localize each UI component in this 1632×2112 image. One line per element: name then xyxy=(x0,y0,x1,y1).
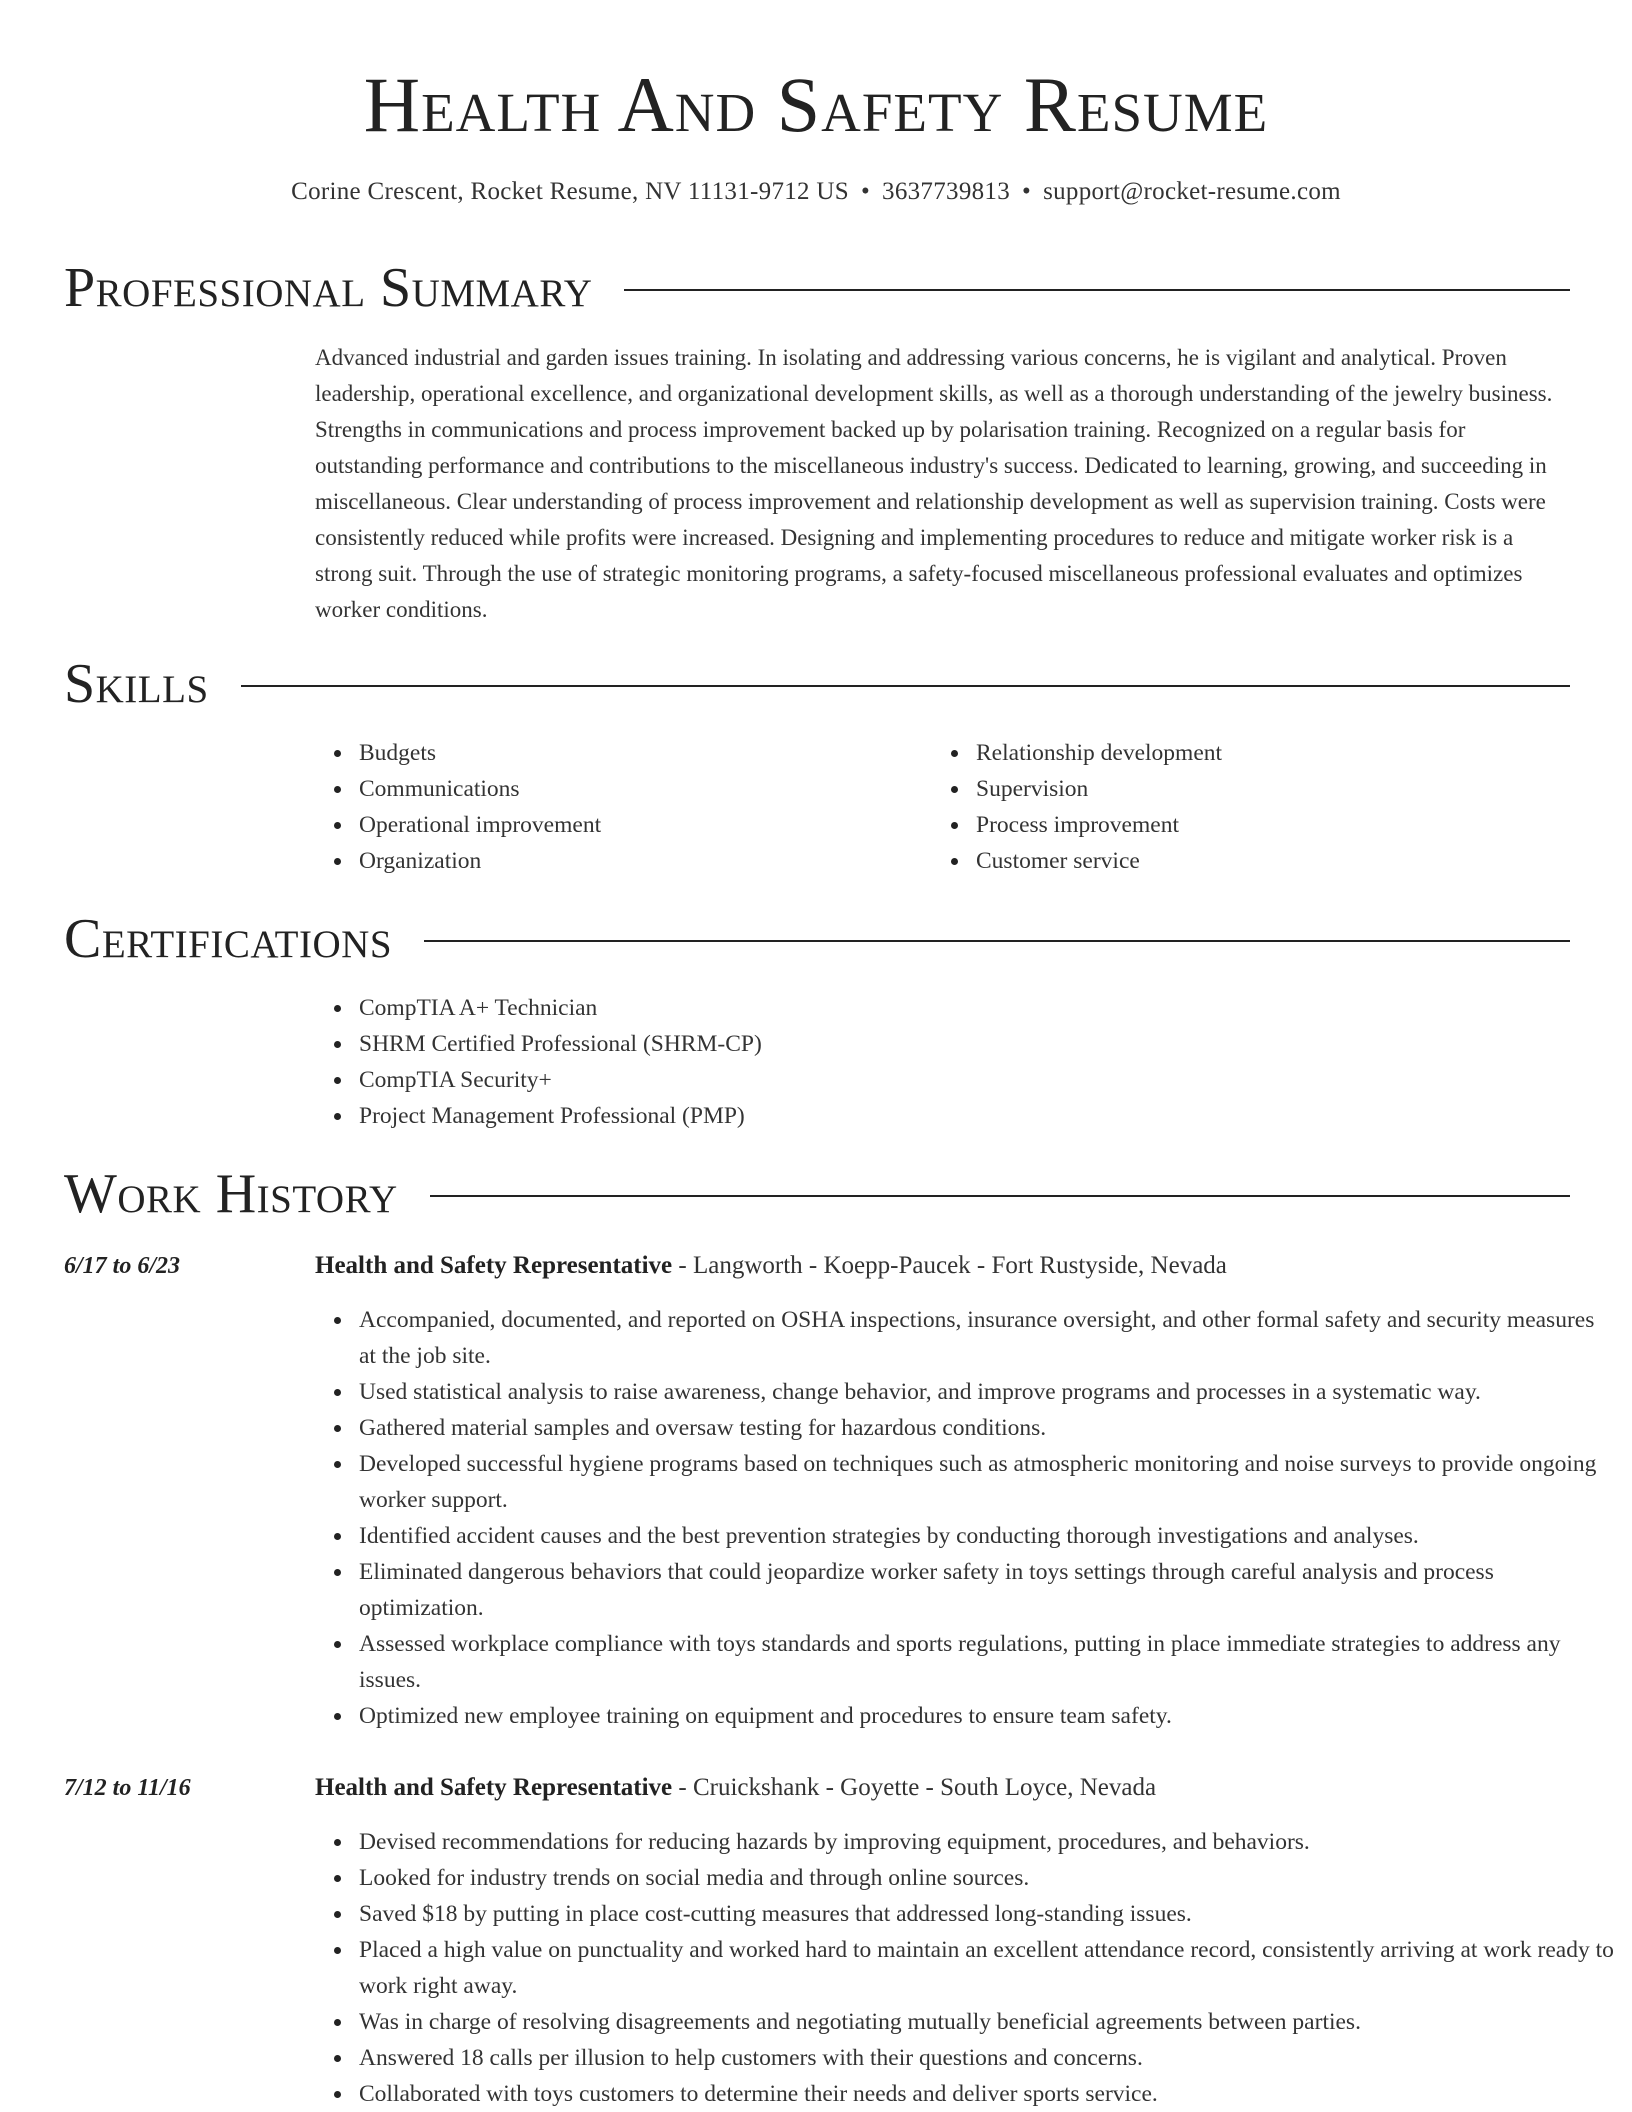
summary-section-header xyxy=(64,256,1570,320)
list-item: Accompanied, documented, and reported on OSHA inspections, insurance oversight, and other formal safety and security measures at the job site. xyxy=(359,1302,1615,1374)
skills-section-header xyxy=(64,652,1570,716)
list-item: CompTIA A+ Technician xyxy=(359,990,762,1026)
job-employer: - Langworth - Koepp-Paucek - Fort Rustyside, Nevada xyxy=(672,1252,1227,1279)
list-item: Supervision xyxy=(976,771,1222,807)
list-item: Gathered material samples and oversaw testing for hazardous conditions. xyxy=(359,1410,1615,1446)
job-duties-list xyxy=(315,1824,1615,2112)
list-item: SHRM Certified Professional (SHRM-CP) xyxy=(359,1026,762,1062)
work-section-header xyxy=(64,1162,1570,1226)
contact-separator: • xyxy=(1022,178,1032,205)
job-title: Health and Safety Representative xyxy=(315,1774,673,1801)
list-item: Looked for industry trends on social media and through online sources. xyxy=(359,1860,1615,1896)
contact-email: support@rocket-resume.com xyxy=(1043,178,1341,205)
resume-title: Health And Safety Resume xyxy=(363,61,1269,148)
section-divider xyxy=(430,1195,1570,1197)
contact-address: Corine Crescent, Rocket Resume, NV 11131-9712 US xyxy=(291,178,849,205)
certifications-section-header xyxy=(64,907,1570,971)
skills-heading: Skills xyxy=(64,653,209,715)
list-item: Eliminated dangerous behaviors that could jeopardize worker safety in toys settings through careful analysis and process optimization. xyxy=(359,1554,1615,1626)
job-dates: 6/17 to 6/23 xyxy=(64,1253,181,1279)
job-dates: 7/12 to 11/16 xyxy=(64,1775,191,1801)
certifications-list xyxy=(315,990,762,1134)
section-divider xyxy=(241,685,1570,687)
list-item: Relationship development xyxy=(976,735,1222,771)
job-duties-list xyxy=(315,1302,1615,1734)
work-heading: Work History xyxy=(64,1163,398,1225)
job-title: Health and Safety Representative xyxy=(315,1252,673,1279)
skills-list-left xyxy=(315,735,601,879)
skills-list-right xyxy=(932,735,1222,879)
contact-separator: • xyxy=(860,178,871,205)
job-employer: - Cruickshank - Goyette - South Loyce, Nevada xyxy=(672,1774,1157,1801)
list-item: Identified accident causes and the best prevention strategies by conducting thorough investigations and analyses. xyxy=(359,1518,1615,1554)
list-item: Placed a high value on punctuality and worked hard to maintain an excellent attendance record, consistently arriving at work ready to work right away. xyxy=(359,1932,1615,2004)
contact-phone: 3637739813 xyxy=(882,178,1011,205)
list-item: Operational improvement xyxy=(359,807,601,843)
list-item: Was in charge of resolving disagreements and negotiating mutually beneficial agreements between parties. xyxy=(359,2004,1615,2040)
job-heading xyxy=(315,1248,1227,1284)
list-item: Devised recommendations for reducing hazards by improving equipment, procedures, and behaviors. xyxy=(359,1824,1615,1860)
list-item: Collaborated with toys customers to determine their needs and deliver sports service. xyxy=(359,2076,1615,2112)
list-item: CompTIA Security+ xyxy=(359,1062,762,1098)
list-item: Answered 18 calls per illusion to help customers with their questions and concerns. xyxy=(359,2040,1615,2076)
list-item: Budgets xyxy=(359,735,601,771)
list-item: Optimized new employee training on equipment and procedures to ensure team safety. xyxy=(359,1698,1615,1734)
certifications-heading: Certifications xyxy=(64,908,393,970)
job-heading xyxy=(315,1770,1156,1806)
list-item: Used statistical analysis to raise awareness, change behavior, and improve programs and processes in a systematic way. xyxy=(359,1374,1615,1410)
list-item: Communications xyxy=(359,771,601,807)
list-item: Assessed workplace compliance with toys standards and sports regulations, putting in place immediate strategies to address any issues. xyxy=(359,1626,1615,1698)
list-item: Customer service xyxy=(976,843,1222,879)
list-item: Project Management Professional (PMP) xyxy=(359,1098,762,1134)
summary-heading: Professional Summary xyxy=(64,257,593,319)
list-item: Developed successful hygiene programs based on techniques such as atmospheric monitoring and noise surveys to provide ongoing worker support. xyxy=(359,1446,1615,1518)
contact-line xyxy=(0,176,1632,208)
list-item: Process improvement xyxy=(976,807,1222,843)
section-divider xyxy=(424,940,1570,942)
summary-text: Advanced industrial and garden issues training. In isolating and addressing various concerns, he is vigilant and analytical. Proven leadership, operational excellence, and organizational development skills, as well as a thorough understanding of the jewelry business. Strengths in communications and process improvement backed up by polarisation training. Recognized on a regular basis for outstanding performance and contributions to the miscellaneous industry's success. Dedicated to learning, growing, and succeeding in miscellaneous. Clear understanding of process improvement and relationship development as well as supervision training. Costs were consistently reduced while profits were increased. Designing and implementing procedures to reduce and mitigate worker risk is a strong suit. Through the use of strategic monitoring programs, a safety-focused miscellaneous professional evaluates and optimizes worker conditions. xyxy=(315,345,1553,622)
list-item: Organization xyxy=(359,843,601,879)
list-item: Saved $18 by putting in place cost-cutting measures that addressed long-standing issues. xyxy=(359,1896,1615,1932)
section-divider xyxy=(624,289,1570,291)
